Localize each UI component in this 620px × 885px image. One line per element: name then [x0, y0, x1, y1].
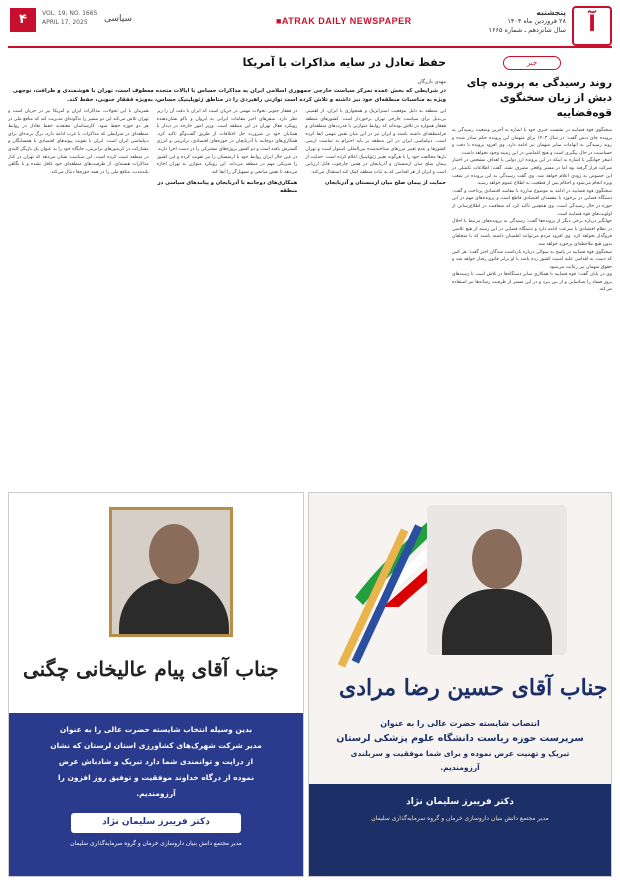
- portrait-body: [119, 578, 229, 637]
- congratulation-ad-left: [8, 492, 304, 877]
- paper-name-en: ■ATRAK DAILY NEWSPAPER: [276, 16, 412, 26]
- news-kicker: خبر: [503, 56, 561, 70]
- ad-text-line: نموده از درگاه خداوند موفقیت و توفیق روز افزون را: [57, 773, 255, 782]
- ad-text-line: سرپرست حوزه ریاست دانشگاه علوم پزشکی لرستان: [336, 733, 584, 744]
- header-left: [8, 6, 158, 46]
- author-name: مهدی بازرگان: [417, 79, 446, 85]
- portrait-head: [149, 524, 199, 584]
- page-header: [8, 6, 612, 46]
- weekday: پنجشنبه: [536, 8, 566, 17]
- issue-info: [489, 8, 567, 35]
- ad-text-line: مدیر شرکت شهرک‌های کشاورزی استان لرستان که نشان: [50, 741, 262, 750]
- paragraph: اصغر جهانگیر با اشاره به اینکه در این پرونده ارز دولتی با اهداف مشخص در اختیار شرکت قرار گرفته بود اما در مسیر واقعی مصرف نشد، گفت: اطلاعات تکمیلی در این خصوص به زودی اعلام خواهد شد. وی گفت رسیدگی به این پرونده در شعب ویژه انجام می‌شود و احکام پس از قطعیت به اطلاع عموم خواهد رسید.: [452, 158, 612, 187]
- paragraph: در قفقاز جنوبی تحولات مهمی در جریان است که ایران با دقت آن را زیر نظر دارد. سفرهای اخیر مقامات ایرانی به ایروان و باکو نشان‌دهنده رویکرد فعال تهران در این منطقه است. وزیر امور خارجه در دیدار با همتایان خود بر ضرورت حل اختلافات از طریق گفت‌وگو تاکید کرد. همکاری‌های دوجانبه با آذربایجان در حوزه‌های اقتصادی، ترانزیتی و انرژی گسترش یافته است و دو کشور پروژه‌های مشترکی را در دست اجرا دارند. در عین حال ایران روابط خود با ارمنستان را نیز تقویت کرده و این کشور را شریکی مهم در منطقه می‌داند. این رویکرد متوازن به تهران اجازه می‌دهد تا نقش میانجی و تسهیل‌گر را ایفا کند.: [156, 109, 298, 175]
- paragraph: سخنگوی قوه قضاییه در ادامه به موضوع مبارزه با مفاسد اقتصادی پرداخت و گفت: دستگاه قضایی در برخورد با مفسدان اقتصادی قاطع است و پرونده‌های مهم در این حوزه در حال رسیدگی است. وی همچنین تاکید کرد که شفافیت در اطلاع‌رسانی از اولویت‌های قوه قضاییه است.: [452, 188, 612, 217]
- ad-text-line: بدین وسیله انتخاب شایسته حضرت عالی را به عنوان: [59, 725, 253, 734]
- volume-info: [42, 9, 97, 27]
- signature-title: مدیر مجتمع دانش بنیان داروسازی خرمان و گروه سرمایه‌گذاری سلیمان: [70, 841, 242, 847]
- date-en: APRIL 17, 2025: [42, 19, 88, 26]
- paragraph: سخنگوی قوه قضاییه در پاسخ به سوالی درباره بازداشت شدگان اخیر گفت: هر کس که دست به اقدامی علیه امنیت کشور زده باشد با او برابر قانون رفتار خواهد شد و حقوق متهمان نیز رعایت می‌شود.: [452, 249, 612, 270]
- paragraph: جهانگیر درباره برخی دیگر از پرونده‌ها گفت: رسیدگی به پرونده‌های مرتبط با اخلال در نظام اقتصادی با سرعت ادامه دارد و دستگاه قضایی در این زمینه از هیچ تلاشی فروگذار نخواهد کرد. وی افزود مردم می‌توانند اطمینان داشته باشند که با متخلفان بدون هیچ ملاحظه‌ای برخورد خواهد شد.: [452, 219, 612, 247]
- main-article-title: حفظ تعادل در سایه مذاکرات با آمریکا: [242, 56, 446, 69]
- newspaper-logo: [572, 6, 612, 46]
- ad-text-line: آرزومندیم.: [440, 763, 480, 772]
- signature-name: دکتر فریبرز سلیمان نژاد: [406, 797, 514, 807]
- paragraph: سخنگوی قوه قضاییه در نشست خبری خود با اشاره به آخرین وضعیت رسیدگی به پرونده چای دبش گفت: در سال ۱۴۰۳ برای متهمان این پرونده حکم صادر شده و روند رسیدگی به اتهامات سایر متهمان نیز ادامه دارد. وی افزود پرونده با دقت و حساسیت در حال پیگیری است و هیچ اغماضی در این زمینه وجود نخواهد داشت.: [452, 128, 613, 156]
- section-label: سیاسی: [104, 14, 133, 24]
- ad-text-line: تبریک و تهنیت عرض نموده و برای شما موفقیت و سربلندی: [350, 749, 570, 758]
- signature-title: مدیر مجتمع دانش بنیان داروسازی خرمان و گروه سرمایه‌گذاری سلیمان: [371, 815, 549, 822]
- congratulation-ad-right: [308, 492, 612, 877]
- paragraph: این منطقه به دلیل موقعیت استراتژیک و همجواری با ایران، از اهمیتی بی‌بدیل برای سیاست خارجی تهران برخوردار است. کشورهای منطقه قفقاز همواره در تلاش بوده‌اند که روابط متوازنی با قدرت‌های منطقه‌ای و فرامنطقه‌ای داشته باشند و ایران نیز در این میان نقش مهمی ایفا کرده است. دیپلماسی ایران در این منطقه بر پایه احترام به تمامیت ارضی کشورها و عدم تغییر مرزهای شناخته‌شده بین‌المللی استوار است و تهران بارها مخالفت خود را با هرگونه تغییر ژئوپلیتیک اعلام کرده است. حمایت از پیمان صلح میان ارمنستان و آذربایجان در همین چارچوب قابل ارزیابی است و ایران از هر اقدامی که به ثبات منطقه کمک کند استقبال می‌کند.: [305, 109, 446, 175]
- ad-text-line: آرزومندیم.: [136, 789, 176, 798]
- honoree-name: جناب آقای حسین رضا مرادی: [339, 675, 608, 701]
- subheading: حمایت از پیمان صلح میان ارمنستان و آذربایجان: [325, 180, 446, 187]
- paragraph: وی در پایان گفت: قوه قضاییه با همکاری سایر دستگاه‌ها در تلاش است تا زمینه‌های بروز فساد را شناسایی و از بین ببرد و در این مسیر از ظرفیت رسانه‌ها نیز استفاده می‌کند.: [452, 272, 612, 293]
- right-article-title: روند رسیدگی به پرونده چای دبش از زبان سخنگوی قوه‌قضاییه: [466, 77, 612, 119]
- date-fa: ۲۸ فروردین ماه ۱۴۰۴: [507, 17, 566, 25]
- header-rule: [8, 46, 612, 48]
- ad-text-line: از درایت و توانمندی شما دارد تبریک و شادباش عرض: [58, 757, 254, 766]
- portrait-body: [442, 589, 552, 655]
- issue-line: سال شانزدهم ـ شماره ۱۶۶۵: [488, 26, 566, 34]
- portrait-head: [472, 529, 522, 589]
- paragraph: همزمان با این تحولات، مذاکرات ایران و آمریکا نیز در جریان است و تهران تلاش می‌کند این دو مسیر را به‌گونه‌ای مدیریت کند که منافع ملی در هر دو حوزه حفظ شود. کارشناسان معتقدند حفظ تعادل در روابط منطقه‌ای در شرایطی که مذاکرات با غرب ادامه دارد، برگ برنده‌ای برای دیپلماسی ایران است. ایران با تقویت پیوندهای اقتصادی با همسایگان و مشارکت در کریدورهای ترانزیتی، جایگاه خود را به عنوان یک بازیگر کلیدی در منطقه تثبیت کرده است. این سیاست نشان می‌دهد که تهران در کنار مذاکرات هسته‌ای، از ظرفیت‌های منطقه‌ای خود غافل نشده و با نگاهی بلندمدت، منافع ملی را در همه حوزه‌ها دنبال می‌کند.: [7, 109, 149, 175]
- right-article-body: [452, 127, 612, 294]
- portrait-photo: [427, 505, 567, 655]
- volume-line: VOL. 19, NO. 1665: [42, 10, 98, 17]
- lead-paragraph: در شرایطی که بخش عمده تمرکز سیاست خارجی جمهوری اسلامی ایران به مذاکرات حساس با ایالات متحده معطوف است، تهران با هوشمندی و ظرافت، توجهی ویژه به مناسبات منطقه‌ای خود نیز داشته و تلاش کرده است توازنی راهبردی را در مناطق ژئوپلیتیک حساس، به‌ویژه قفقاز جنوبی، حفظ کند.: [12, 88, 446, 103]
- portrait-photo: [109, 507, 233, 637]
- signature-name: دکتر فریبرز سلیمان نژاد: [102, 817, 210, 827]
- subheading: همکاری‌های دوجانبه با آذربایجان و پیامدهای سیاسی در منطقه: [157, 180, 298, 195]
- page-number: ۴: [10, 8, 36, 32]
- honoree-name: جناب آقای پیام عالیخانی چگنی: [23, 657, 279, 681]
- ad-text-line: انتصاب شایسته حضرت عالی را به عنوان: [380, 719, 540, 728]
